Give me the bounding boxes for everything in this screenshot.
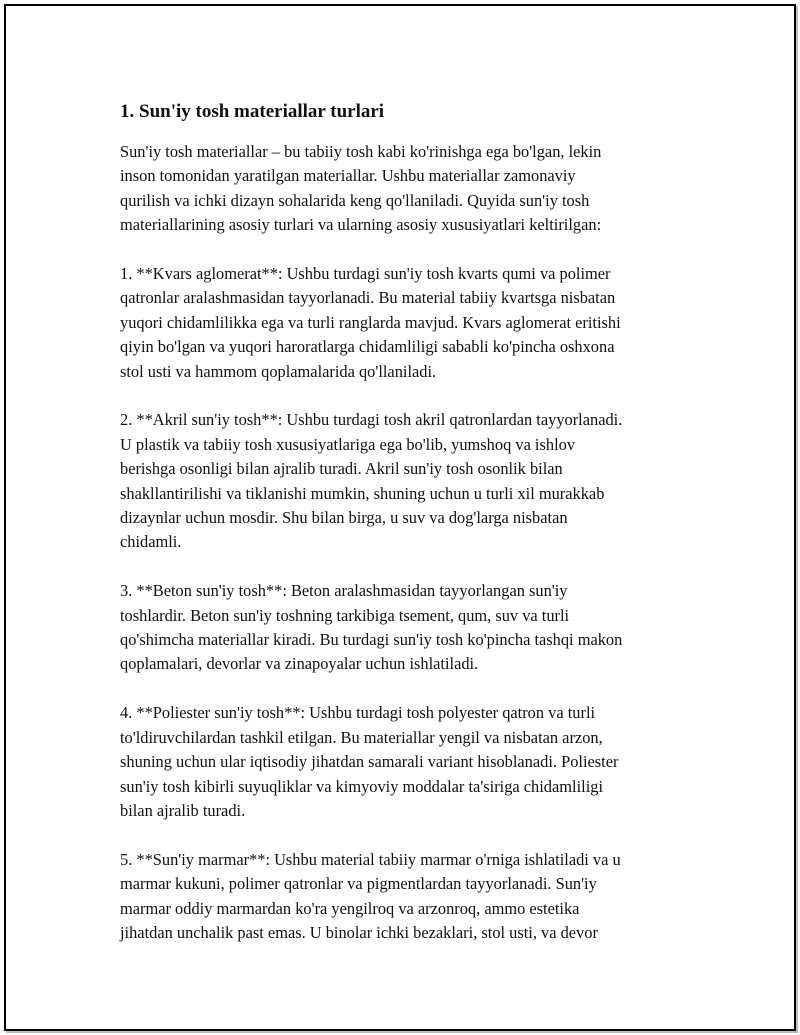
text-line: U plastik va tabiiy tosh xususiyatlariga ega bo'lib, yumshoq va ishlov — [120, 434, 576, 454]
paragraph-suniy-marmar — [120, 848, 695, 946]
text-line: qo'shimcha materiallar kiradi. Bu turdagi sun'iy tosh ko'pincha tashqi makon — [120, 630, 623, 650]
text-line: qoplamalari, devorlar va zinapoyalar uchun ishlatiladi. — [120, 654, 479, 674]
text-line: 5. **Sun'iy marmar**: Ushbu material tabiiy marmar o'rniga ishlatiladi va u — [120, 849, 621, 869]
text-line: shuning uchun ular iqtisodiy jihatdan samarali variant hisoblanadi. Poliester — [120, 752, 619, 772]
text-line: materiallarining asosiy turlari va ularning asosiy xususiyatlari keltirilgan: — [120, 215, 602, 235]
text-line: qurilish va ichki dizayn sohalarida keng qo'llaniladi. Quyida sun'iy tosh — [120, 190, 590, 210]
text-line: marmar oddiy marmardan ko'ra yengilroq va arzonroq, ammo estetika — [120, 898, 580, 918]
text-line: sun'iy tosh kibirli suyuqliklar va kimyoviy moddalar ta'siriga chidamliligi — [120, 776, 603, 796]
text-line: shakllantirilishi va tiklanishi mumkin, shuning uchun u turli xil murakkab — [120, 483, 605, 503]
text-line: chidamli. — [120, 532, 182, 552]
paragraph-poliester — [120, 701, 695, 823]
paragraph-akril — [120, 408, 695, 554]
paragraph-kvars-aglomerat — [120, 262, 695, 384]
document-page — [4, 4, 796, 1031]
text-line: yuqori chidamlilikka ega va turli ranglarda mavjud. Kvars aglomerat eritishi — [120, 312, 621, 332]
text-line: to'ldiruvchilardan tashkil etilgan. Bu materiallar yengil va nisbatan arzon, — [120, 727, 603, 747]
text-line: stol usti va hammom qoplamalarida qo'llaniladi. — [120, 361, 437, 381]
text-line: dizaynlar uchun mosdir. Shu bilan birga, u suv va dog'larga nisbatan — [120, 508, 568, 528]
text-line: Sun'iy tosh materiallar – bu tabiiy tosh kabi ko'rinishga ega bo'lgan, lekin — [120, 142, 602, 161]
text-line: 1. **Kvars aglomerat**: Ushbu turdagi sun'iy tosh kvarts qumi va polimer — [120, 264, 611, 284]
paragraph-intro — [120, 140, 695, 238]
document-title: 1. Sun'iy tosh materiallar turlari — [120, 101, 385, 122]
text-line: berishga osonligi bilan ajralib turadi. Akril sun'iy tosh osonlik bilan — [120, 459, 563, 479]
text-line: 4. **Poliester sun'iy tosh**: Ushbu turdagi tosh polyester qatron va turli — [120, 703, 596, 723]
text-line: jihatdan unchalik past emas. U binolar ichki bezaklari, stol usti, va devor — [120, 922, 598, 942]
text-line: marmar kukuni, polimer qatronlar va pigmentlardan tayyorlanadi. Sun'iy — [120, 874, 597, 894]
text-line: bilan ajralib turadi. — [120, 800, 246, 820]
text-line: 3. **Beton sun'iy tosh**: Beton aralashmasidan tayyorlangan sun'iy — [120, 581, 568, 601]
text-line: inson tomonidan yaratilgan materiallar. Ushbu materiallar zamonaviy — [120, 166, 576, 186]
text-line: qatronlar aralashmasidan tayyorlanadi. Bu material tabiiy kvartsga nisbatan — [120, 288, 616, 308]
text-line: qiyin bo'lgan va yuqori haroratlarga chidamliligi sababli ko'pincha oshxona — [120, 337, 615, 357]
paragraph-beton — [120, 579, 695, 677]
document-content — [120, 98, 695, 970]
text-line: toshlardir. Beton sun'iy toshning tarkibiga tsement, qum, suv va turli — [120, 605, 570, 625]
text-line: 2. **Akril sun'iy tosh**: Ushbu turdagi tosh akril qatronlardan tayyorlanadi. — [120, 410, 623, 430]
